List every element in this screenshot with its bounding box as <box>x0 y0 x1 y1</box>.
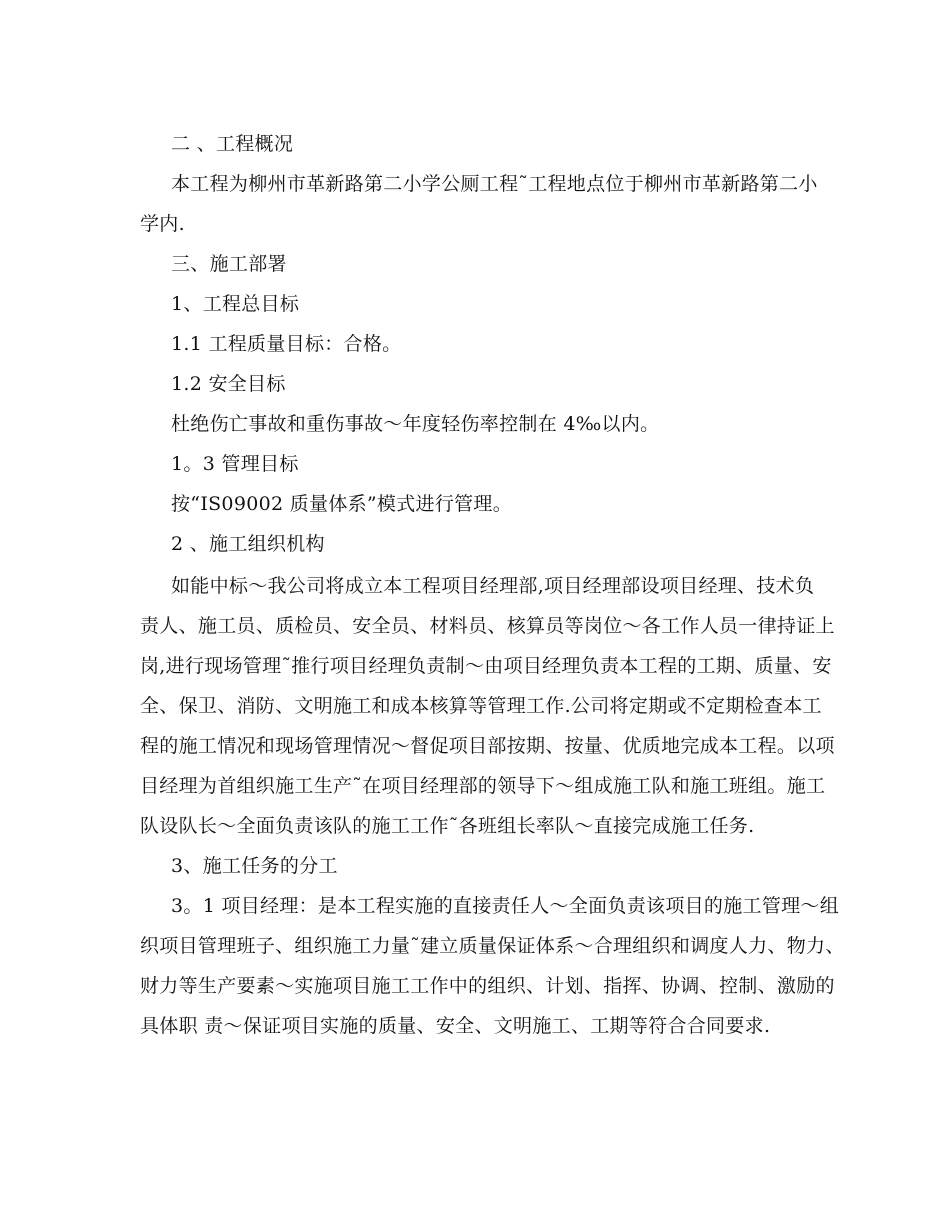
subheading-management-goal: 1。3 管理目标 <box>171 453 299 475</box>
section-heading-deployment: 三、施工部署 <box>171 253 287 275</box>
subheading-task-division: 3、施工任务的分工 <box>171 855 338 877</box>
paragraph-line: 杜绝伤亡事故和重伤事故～年度轻伤率控制在 4‰以内。 <box>171 413 660 435</box>
paragraph-line: 目经理为首组织施工生产˜在项目经理部的领导下～组成施工队和施工班组。施工 <box>140 775 826 797</box>
subheading-safety-goal: 1.2 安全目标 <box>171 373 286 395</box>
paragraph-line: 按“IS09002 质量体系”模式进行管理。 <box>171 493 513 515</box>
paragraph-line: 学内. <box>140 213 185 235</box>
paragraph-line: 全、保卫、消防、文明施工和成本核算等管理工作.公司将定期或不定期检查本工 <box>140 695 822 717</box>
paragraph-line: 3。1 项目经理：是本工程实施的直接责任人～全面负责该项目的施工管理～组 <box>171 895 840 917</box>
paragraph-line: 程的施工情况和现场管理情况～督促项目部按期、按量、优质地完成本工程。以项 <box>140 735 835 757</box>
paragraph-line: 队设队长～全面负责该队的施工工作˜各班组长率队～直接完成施工任务. <box>140 815 755 837</box>
paragraph-line: 本工程为柳州市革新路第二小学公厕工程˜工程地点位于柳州市革新路第二小 <box>171 173 818 195</box>
paragraph-line: 岗,进行现场管理˜推行项目经理负责制～由项目经理负责本工程的工期、质量、安 <box>140 655 832 677</box>
paragraph-line: 织项目管理班子、组织施工力量˜建立质量保证体系～合理组织和调度人力、物力、 <box>140 935 845 957</box>
paragraph-line: 如能中标～我公司将成立本工程项目经理部,项目经理部设项目经理、技术负 <box>171 575 815 597</box>
paragraph-line: 具体职 责～保证项目实施的质量、安全、文明施工、工期等符合合同要求. <box>140 1015 771 1037</box>
subheading-organization: 2 、施工组织机构 <box>171 533 325 555</box>
subheading-quality-goal: 1.1 工程质量目标：合格。 <box>171 333 402 355</box>
paragraph-line: 财力等生产要素～实施项目施工工作中的组织、计划、指挥、协调、控制、激励的 <box>140 975 835 997</box>
subheading-overall-goal: 1、工程总目标 <box>171 293 300 315</box>
section-heading-overview: 二 、工程概况 <box>171 133 294 155</box>
paragraph-line: 责人、施工员、质检员、安全员、材料员、核算员等岗位～各工作人员一律持证上 <box>140 615 835 637</box>
